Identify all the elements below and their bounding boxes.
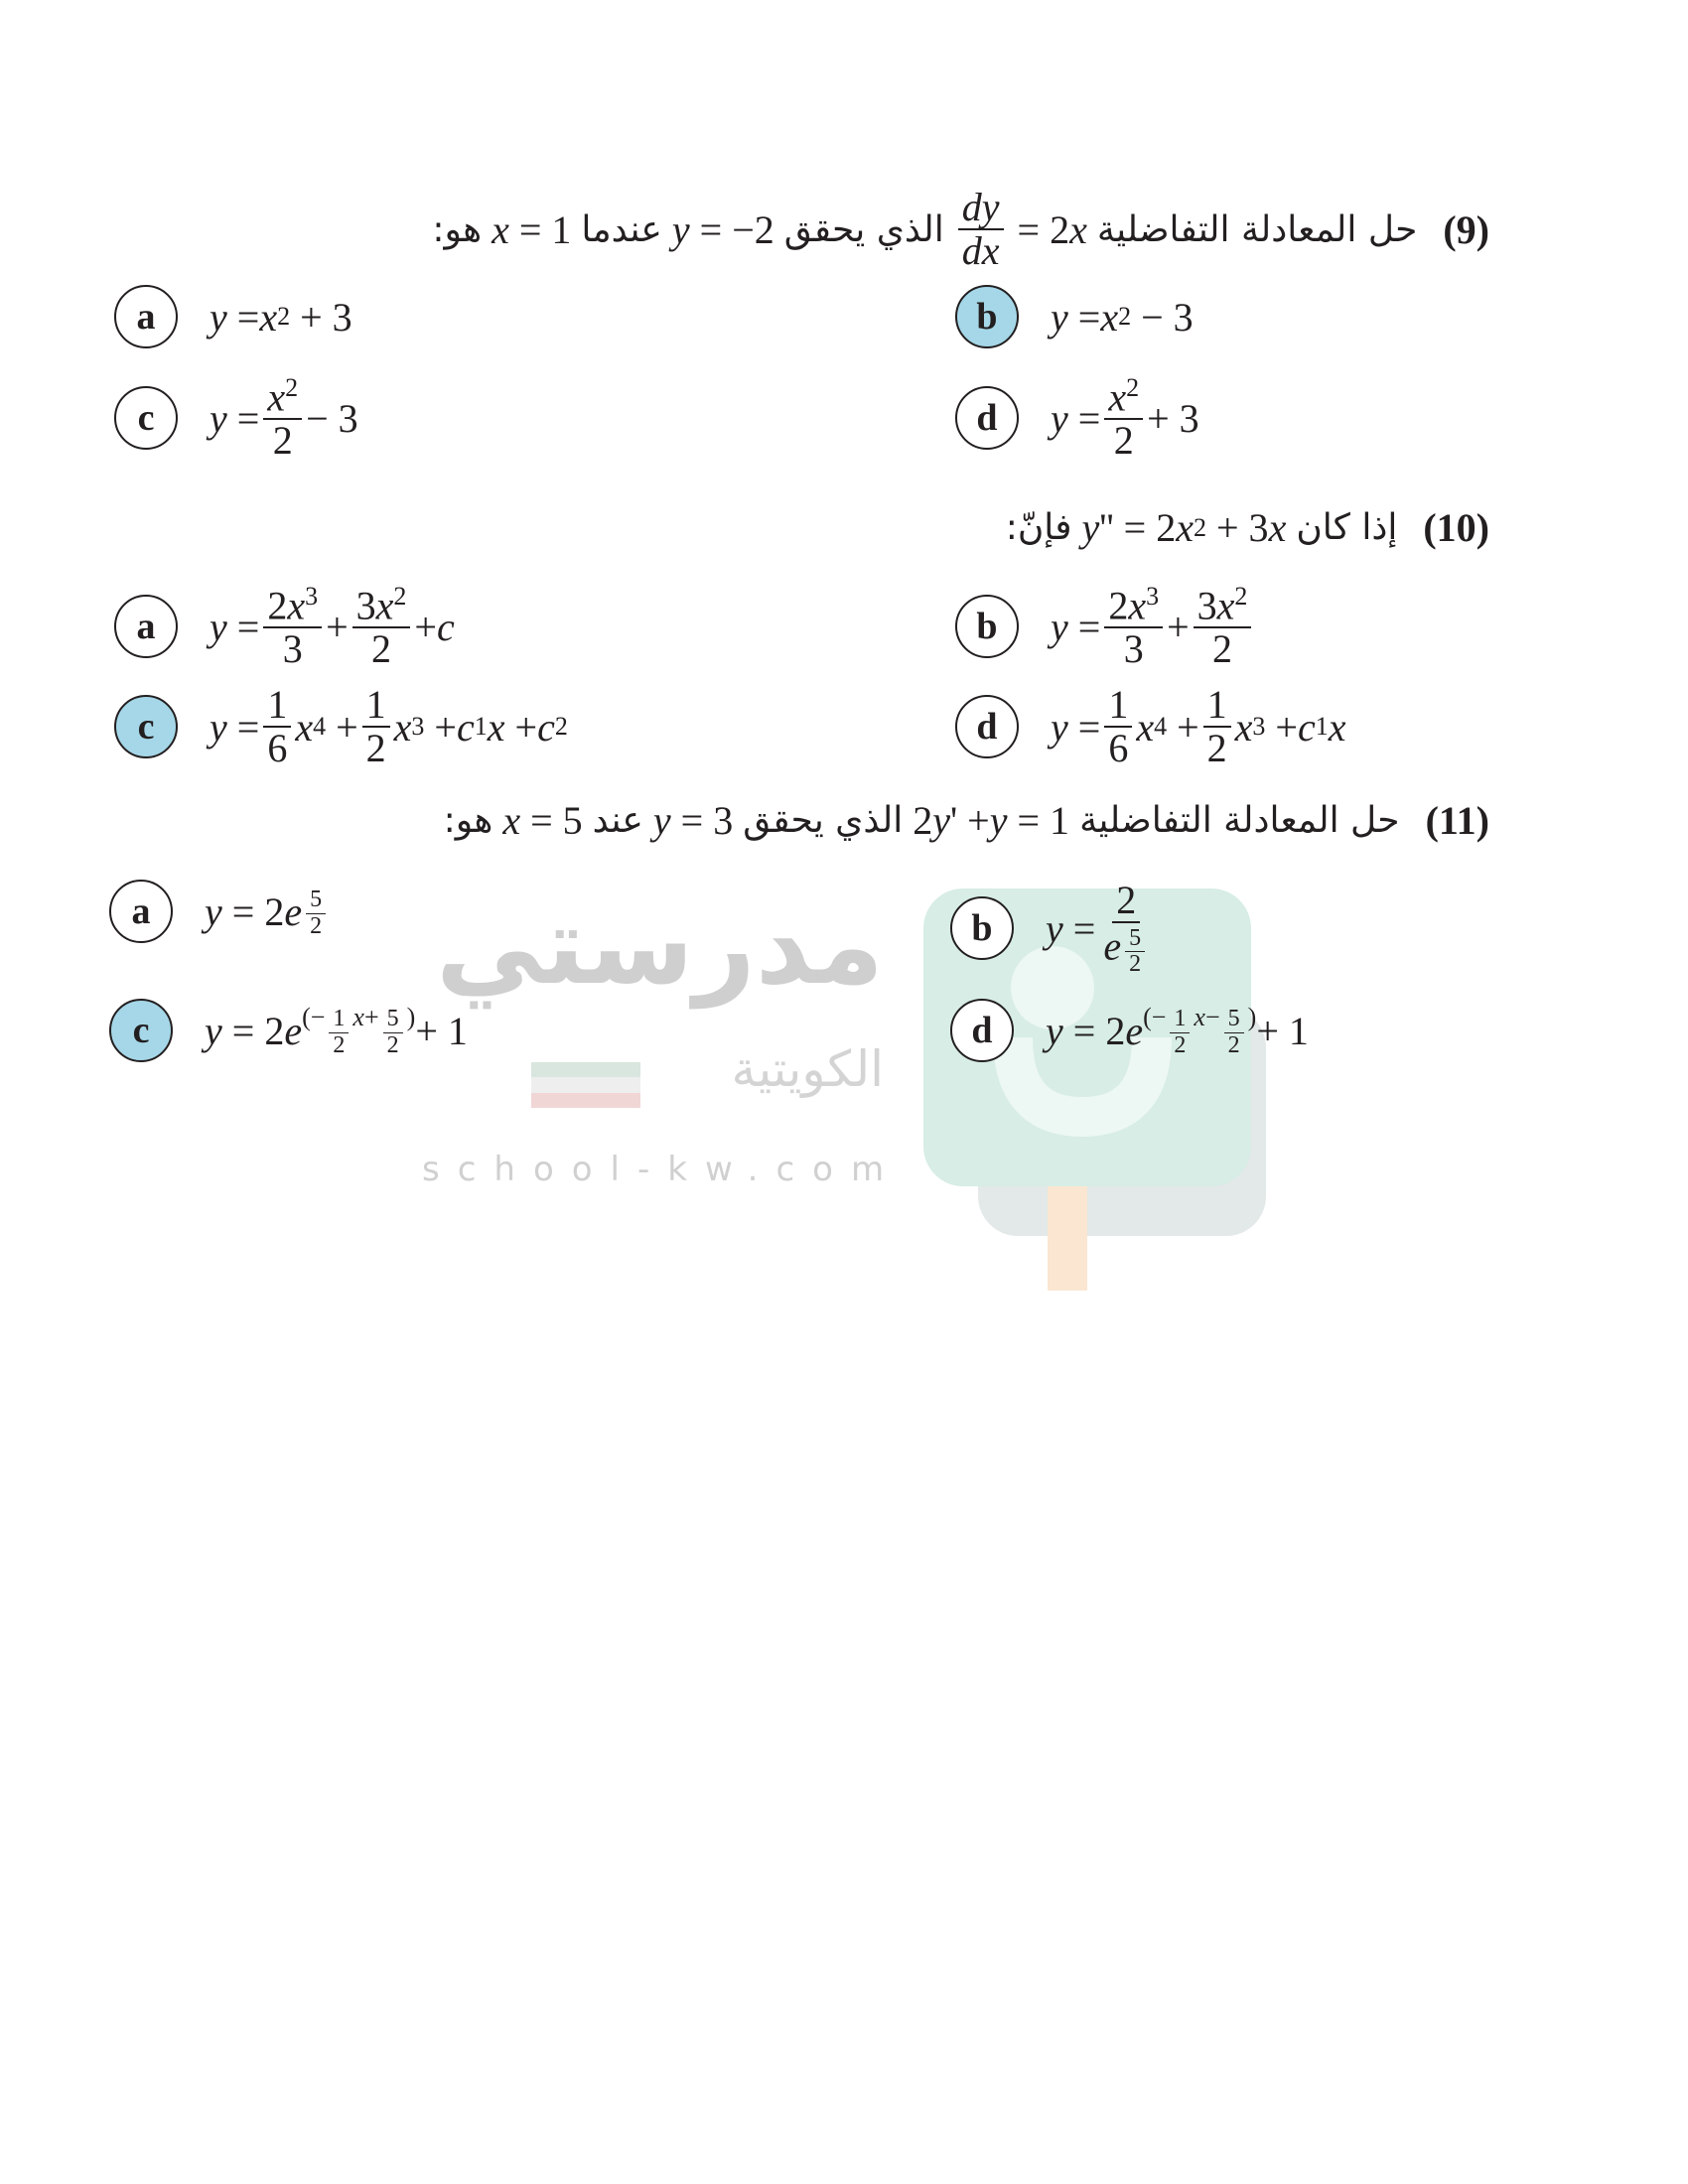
option-9d[interactable]: [955, 374, 1199, 462]
option-letter: d: [955, 695, 1019, 758]
question-text: هو:: [432, 208, 483, 250]
question-number: (11): [1425, 798, 1489, 843]
option-letter: b: [955, 595, 1019, 658]
question-text: هو:: [443, 800, 493, 841]
option-letter: b: [950, 896, 1014, 960]
option-9a[interactable]: [114, 285, 352, 348]
watermark-url: school-kw.com: [422, 1150, 903, 1189]
option-expression: y = $\frac{x^2}{2}$ + 3: [1051, 373, 1199, 464]
option-11a[interactable]: [109, 880, 330, 943]
option-10c[interactable]: [114, 684, 568, 769]
question-text: حل المعادلة التفاضلية: [1096, 208, 1418, 250]
option-10d[interactable]: [955, 684, 1346, 769]
option-expression: y = x 2 + 3: [210, 294, 352, 340]
option-11b[interactable]: [950, 880, 1157, 977]
option-expression: y = 2 e (− $\frac{1}{2}$ x− $\frac{5}{2}$ ) + 1: [1046, 1003, 1309, 1058]
question-number: (10): [1423, 505, 1489, 550]
question-text: فإنّ:: [1005, 507, 1072, 548]
question-number: (9): [1443, 206, 1489, 252]
option-letter: a: [114, 285, 178, 348]
option-expression: y = 2 e $^{\frac{5}{2}}$: [1046, 880, 1157, 977]
option-letter: a: [109, 880, 173, 943]
question-10-header: [1006, 504, 1489, 551]
question-text: عندما: [581, 208, 662, 250]
option-letter: d: [955, 386, 1019, 450]
math-condition: x = 1: [492, 206, 572, 252]
option-10a[interactable]: [114, 583, 455, 670]
watermark-brand: مدرستي: [436, 885, 884, 1009]
option-expression: y = $\frac{2x^3}{3}$ + $\frac{3x^2}{2}$ + c: [210, 582, 455, 672]
math-equation: $\frac{dy}{dx}$ = 2 x: [954, 187, 1087, 272]
option-9c[interactable]: [114, 374, 358, 462]
option-9b[interactable]: [955, 285, 1194, 348]
question-text: حل المعادلة التفاضلية: [1079, 800, 1400, 841]
option-letter: c: [114, 386, 178, 450]
question-9-header: [432, 187, 1489, 272]
option-11d[interactable]: [950, 999, 1309, 1062]
question-11-header: [444, 797, 1489, 844]
option-expression: y = $\frac{2x^3}{3}$ + $\frac{3x^2}{2}$: [1051, 583, 1255, 670]
math-condition: y = 3: [652, 798, 734, 843]
option-expression: y = x 2 − 3: [1051, 294, 1194, 340]
math-equation: y '' = 2 x 2 + 3 x: [1081, 505, 1287, 550]
option-letter: d: [950, 999, 1014, 1062]
question-text: الذي يحقق: [743, 800, 904, 841]
option-10b[interactable]: [955, 583, 1255, 670]
option-expression: y = $\frac{1}{6}$ x 4 + $\frac{1}{2}$ x 3 + c 1 x + c 2: [210, 682, 568, 770]
question-text: الذي يحقق: [783, 208, 944, 250]
math-condition: x = 5: [502, 798, 583, 843]
option-expression: y = 2 e (− $\frac{1}{2}$ x+ $\frac{5}{2}$ ) + 1: [205, 1003, 468, 1058]
option-expression: y = 2 e $\frac{5}{2}$: [205, 884, 330, 938]
option-letter-selected: c: [109, 999, 173, 1062]
option-letter-selected: c: [114, 695, 178, 758]
option-11c[interactable]: [109, 999, 468, 1062]
watermark-subtitle: الكويتية: [731, 1040, 884, 1098]
option-expression: y = $\frac{1}{6}$ x 4 + $\frac{1}{2}$ x 3 + c 1 x: [1051, 682, 1346, 770]
math-equation: 2 y ' + y = 1: [913, 798, 1070, 843]
question-text: إذا كان: [1296, 507, 1398, 548]
math-condition: y = −2: [671, 206, 774, 252]
option-letter-selected: b: [955, 285, 1019, 348]
option-letter: a: [114, 595, 178, 658]
question-text: عند: [592, 800, 643, 841]
option-expression: y = $\frac{x^2}{2}$ − 3: [210, 373, 358, 464]
watermark-flag-icon: [531, 1062, 640, 1108]
